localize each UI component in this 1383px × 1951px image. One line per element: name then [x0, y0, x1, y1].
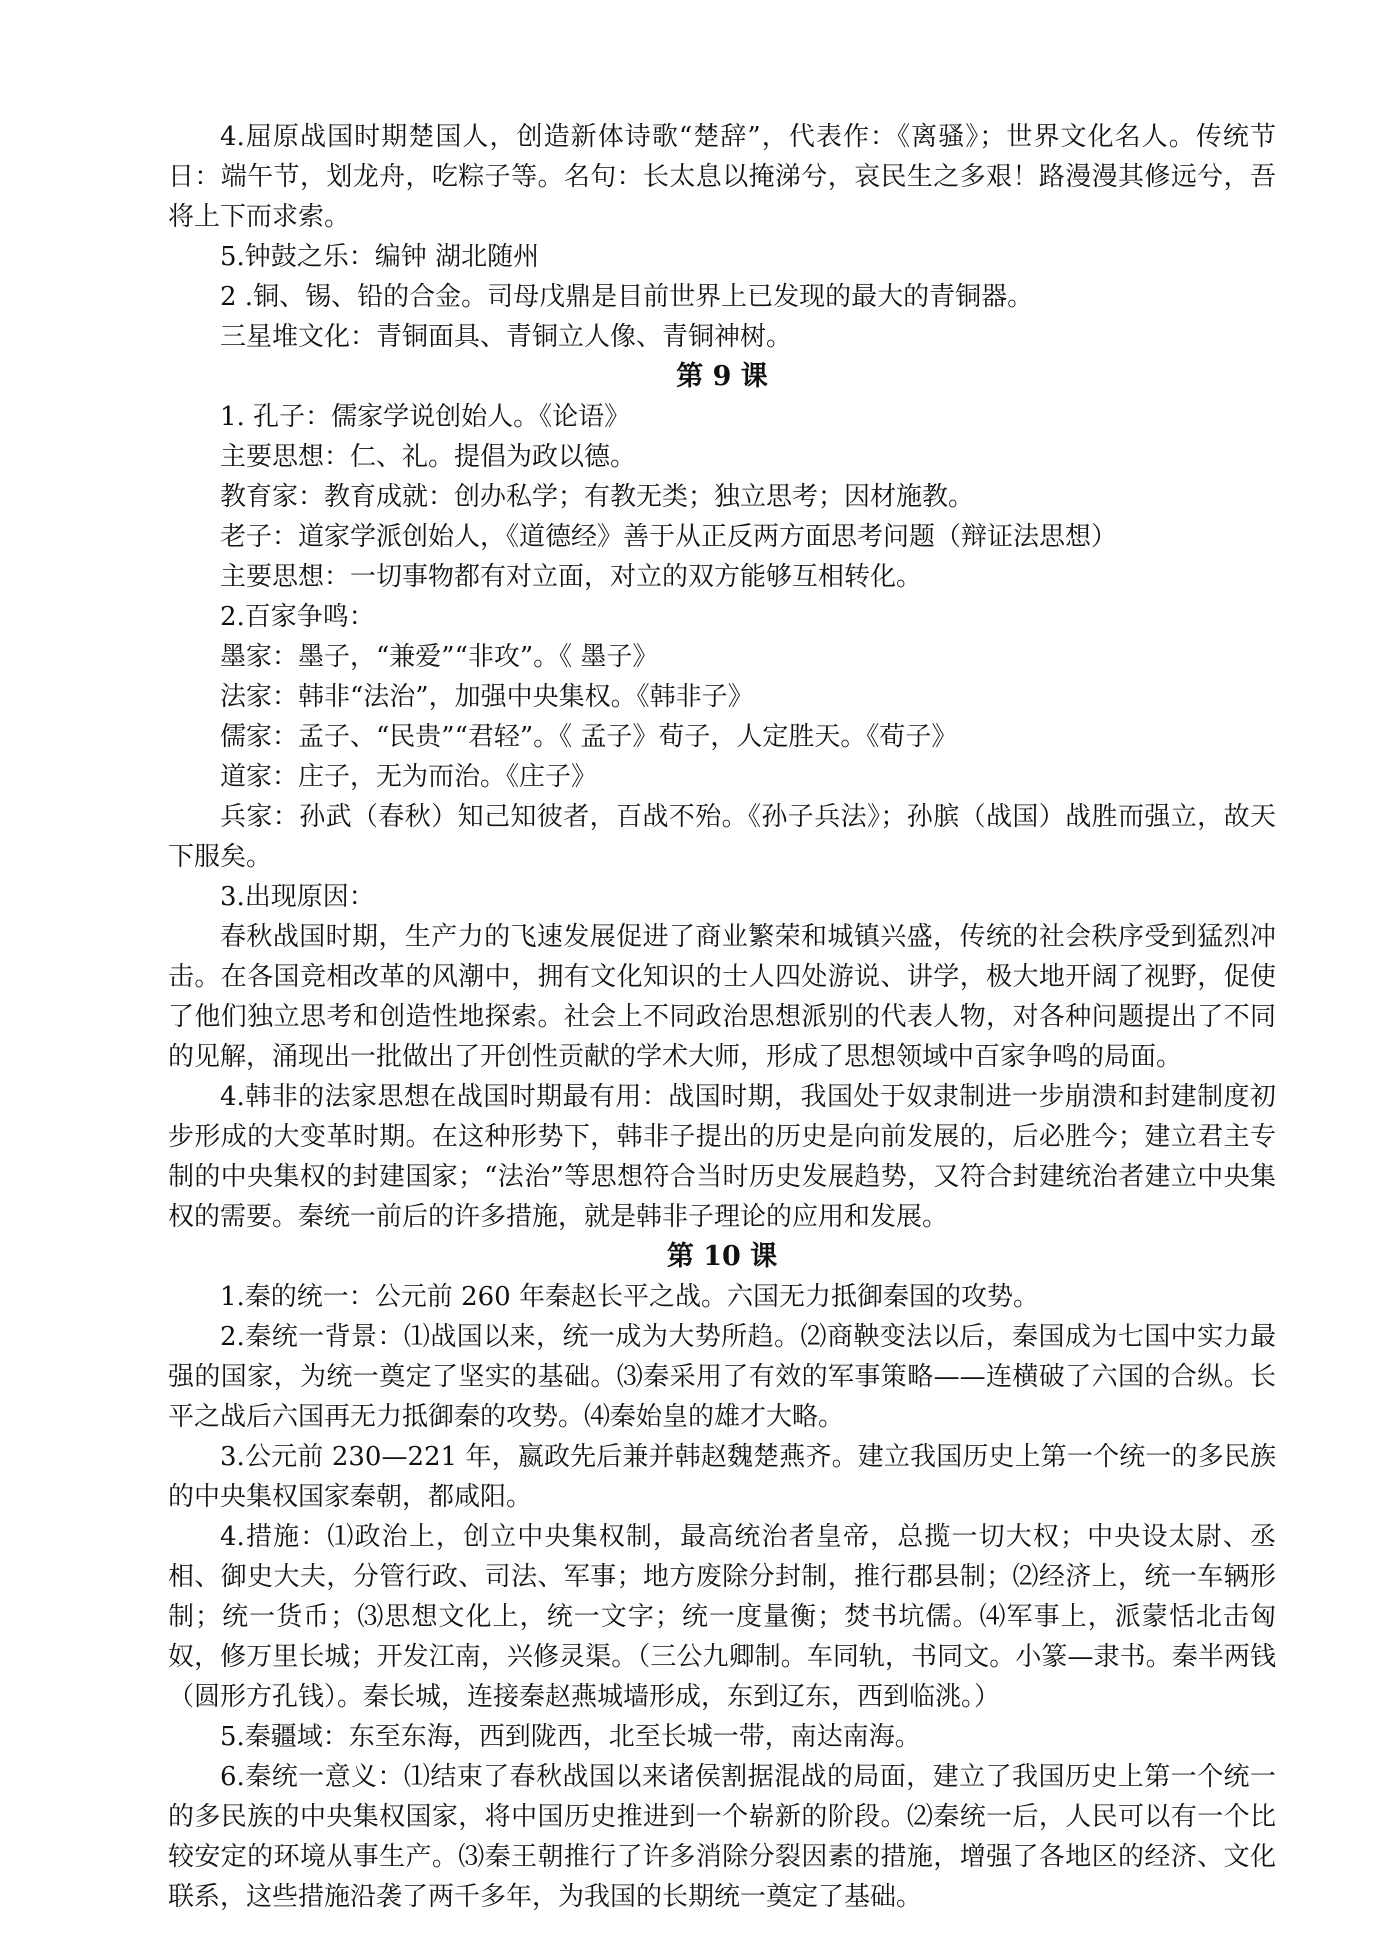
paragraph-quyuan: 4.屈原战国时期楚国人，创造新体诗歌“楚辞”，代表作：《离骚》；世界文化名人。传统节日：端午节，划龙舟，吃粽子等。名句：长太息以掩涕兮，哀民生之多艰！路漫漫其修远兮，吾将上下而求索。 — [168, 122, 1276, 232]
paragraph-laozi-thought: 主要思想：一切事物都有对立面，对立的双方能够互相转化。 — [220, 562, 923, 592]
lesson-10-heading: 第 10 课 — [666, 1241, 778, 1272]
lesson-9-heading: 第 9 课 — [676, 361, 768, 392]
paragraph-legalism: 法家：韩非“法治”，加强中央集权。《韩非子》 — [220, 682, 754, 712]
paragraph-qin-territory: 5.秦疆域：东至东海，西到陇西，北至长城一带，南达南海。 — [220, 1722, 921, 1752]
paragraph-qin-measures: 4.措施：⑴政治上，创立中央集权制，最高统治者皇帝，总揽一切大权；中央设太尉、丞相、御史大夫，分管行政、司法、军事；地方废除分封制，推行郡县制；⑵经济上，统一车辆形制；统一货币；⑶思想文化上，统一文字；统一度量衡；焚书坑儒。⑷军事上，派蒙恬北击匈奴，修万里长城；开发江南，兴修灵渠。（三公九卿制。车同轨，书同文。小篆—隶书。秦半两钱（圆形方孔钱）。秦长城，连接秦赵燕城墙形成，东到辽东，西到临洮。） — [168, 1522, 1276, 1712]
paragraph-qin-unification: 1.秦的统一：公元前 260 年秦赵长平之战。六国无力抵御秦国的攻势。 — [220, 1282, 1039, 1312]
paragraph-qin-background: 2.秦统一背景：⑴战国以来，统一成为大势所趋。⑵商鞅变法以后，秦国成为七国中实力最强的国家，为统一奠定了坚实的基础。⑶秦采用了有效的军事策略——连横破了六国的合纵。长平之战后六国再无力抵御秦的攻势。⑷秦始皇的雄才大略。 — [168, 1322, 1276, 1432]
paragraph-bronze-alloy: 2 .铜、锡、铅的合金。司母戊鼎是目前世界上已发现的最大的青铜器。 — [220, 282, 1034, 312]
paragraph-causes-title: 3.出现原因： — [220, 882, 375, 912]
paragraph-confucianism: 儒家：孟子、“民贵”“君轻”。《 孟子》荀子，人定胜天。《荀子》 — [220, 722, 958, 752]
paragraph-sanxingdui: 三星堆文化：青铜面具、青铜立人像、青铜神树。 — [220, 322, 793, 352]
paragraph-military-school: 兵家：孙武（春秋）知己知彼者，百战不殆。《孙子兵法》；孙膑（战国）战胜而强立，故天下服矣。 — [168, 802, 1276, 872]
paragraph-hundred-schools: 2.百家争鸣： — [220, 602, 375, 632]
paragraph-causes: 春秋战国时期，生产力的飞速发展促进了商业繁荣和城镇兴盛，传统的社会秩序受到猛烈冲击。在各国竞相改革的风潮中，拥有文化知识的士人四处游说、讲学，极大地开阔了视野，促使了他们独立思考和创造性地探索。社会上不同政治思想派别的代表人物，对各种问题提出了不同的见解，涌现出一批做出了开创性贡献的学术大师，形成了思想领域中百家争鸣的局面。 — [168, 922, 1276, 1072]
paragraph-confucius: 1. 孔子：儒家学说创始人。《论语》 — [220, 402, 631, 432]
paragraph-mohism: 墨家：墨子，“兼爱”“非攻”。《 墨子》 — [220, 642, 659, 672]
paragraph-qin-conquest: 3.公元前 230—221 年，嬴政先后兼并韩赵魏楚燕齐。建立我国历史上第一个统一的多民族的中央集权国家秦朝，都咸阳。 — [168, 1442, 1276, 1512]
paragraph-educator: 教育家：教育成就：创办私学；有教无类；独立思考；因材施教。 — [220, 482, 975, 512]
paragraph-bells: 5.钟鼓之乐：编钟 湖北随州 — [220, 242, 540, 272]
paragraph-confucius-thought: 主要思想：仁、礼。提倡为政以德。 — [220, 442, 637, 472]
paragraph-laozi: 老子：道家学派创始人，《道德经》善于从正反两方面思考问题（辩证法思想） — [220, 522, 1118, 552]
document-page — [168, 117, 1276, 1917]
paragraph-taoism: 道家：庄子，无为而治。《庄子》 — [220, 762, 598, 792]
paragraph-hanfei: 4.韩非的法家思想在战国时期最有用：战国时期，我国处于奴隶制进一步崩溃和封建制度初步形成的大变革时期。在这种形势下，韩非子提出的历史是向前发展的，后必胜今；建立君主专制的中央集权的封建国家；“法治”等思想符合当时历史发展趋势，又符合封建统治者建立中央集权的需要。秦统一前后的许多措施，就是韩非子理论的应用和发展。 — [168, 1082, 1276, 1232]
paragraph-qin-significance: 6.秦统一意义：⑴结束了春秋战国以来诸侯割据混战的局面，建立了我国历史上第一个统一的多民族的中央集权国家，将中国历史推进到一个崭新的阶段。⑵秦统一后，人民可以有一个比较安定的环境从事生产。⑶秦王朝推行了许多消除分裂因素的措施，增强了各地区的经济、文化联系，这些措施沿袭了两千多年，为我国的长期统一奠定了基础。 — [168, 1762, 1276, 1912]
